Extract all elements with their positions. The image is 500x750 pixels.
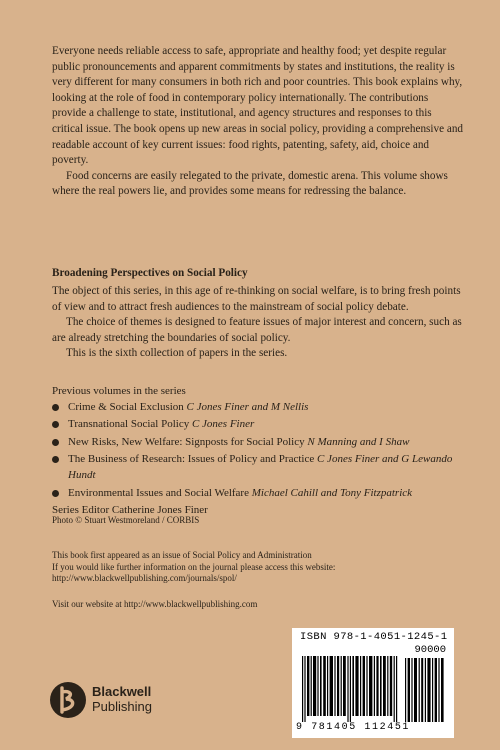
volume-authors: Michael Cahill and Tony Fitzpatrick	[251, 486, 413, 499]
publisher-name-line-2: Publishing	[92, 699, 152, 714]
journal-notice	[52, 550, 372, 585]
notice-line-2: If you would like further information on the journal please access this website:	[52, 561, 336, 572]
book-description	[52, 44, 464, 200]
bullet-icon	[52, 490, 59, 497]
website-notice: Visit our website at http://www.blackwellpublishing.com	[52, 599, 258, 609]
blackwell-logo-icon	[48, 680, 88, 720]
photo-credit: Photo © Stuart Westmoreland / CORBIS	[52, 515, 200, 525]
bullet-icon	[52, 456, 59, 463]
list-item	[52, 435, 472, 451]
ean-barcode-icon	[300, 656, 400, 722]
isbn-label: ISBN 978-1-4051-1245-1	[300, 631, 448, 643]
notice-line-1: This book first appeared as an issue of Social Policy and Administration	[52, 550, 312, 560]
description-paragraph-2: Food concerns are easily relegated to the private, domestic arena. This volume shows where the real powers lie, and provides some means for redressing the balance.	[52, 169, 448, 198]
list-item	[52, 452, 472, 483]
list-item	[52, 400, 472, 416]
volume-title: The Business of Research: Issues of Policy and Practice	[68, 453, 317, 466]
price-code: 90000	[414, 644, 446, 656]
series-paragraph-3: This is the sixth collection of papers in the series.	[66, 347, 288, 360]
series-heading: Broadening Perspectives on Social Policy	[52, 267, 248, 279]
description-paragraph-1: Everyone needs reliable access to safe, appropriate and healthy food; yet despite regular public pronouncements and apparent commitments by states and institutions, the reality is very different for many consumers in both rich and poor countries. This book explains why, looking at the role of food in contemporary policy internationally. The contributions provide a challenge to state, institutional, and agency structures and responses to this critical issue. The book opens up new areas in social policy, providing a comprehensive and readable account of key current issues: food rights, patenting, safety, aid, choice and poverty.	[52, 45, 464, 167]
volume-title: Environmental Issues and Social Welfare	[68, 486, 252, 499]
ean-number: 9 781405 112451	[296, 722, 411, 733]
bullet-icon	[52, 439, 59, 446]
volume-authors: C Jones Finer and G Lewando Hundt	[68, 453, 453, 481]
barcode-panel	[292, 628, 454, 738]
volume-title: Transnational Social Policy	[68, 418, 192, 431]
series-description	[52, 284, 464, 362]
previous-volumes-list	[52, 400, 472, 502]
bullet-icon	[52, 421, 59, 428]
previous-volumes-heading: Previous volumes in the series	[52, 385, 186, 397]
bullet-icon	[52, 404, 59, 411]
addon-barcode-icon	[404, 658, 446, 722]
list-item	[52, 417, 472, 433]
previous-volumes	[52, 384, 472, 519]
volume-authors: C Jones Finer and M Nellis	[186, 400, 309, 413]
publisher-name-line-1: Blackwell	[92, 684, 152, 699]
publisher-name	[92, 684, 152, 714]
list-item	[52, 486, 472, 502]
series-paragraph-1: The object of this series, in this age of re-thinking on social welfare, is to bring fresh points of view and to attract fresh audiences to the mainstream of social policy debate.	[52, 285, 461, 313]
series-editor: Series Editor Catherine Jones Finer	[52, 504, 208, 517]
volume-title: Crime & Social Exclusion	[68, 400, 187, 413]
volume-authors: C Jones Finer	[191, 418, 255, 431]
publisher-logo	[48, 678, 168, 728]
volume-title: New Risks, New Welfare: Signposts for Social Policy	[68, 435, 308, 448]
volume-authors: N Manning and I Shaw	[307, 435, 410, 448]
series-paragraph-2: The choice of themes is designed to feature issues of major interest and concern, such as are already stretching the boundaries of social policy.	[52, 316, 462, 344]
journal-url: http://www.blackwellpublishing.com/journals/spol/	[52, 573, 237, 583]
